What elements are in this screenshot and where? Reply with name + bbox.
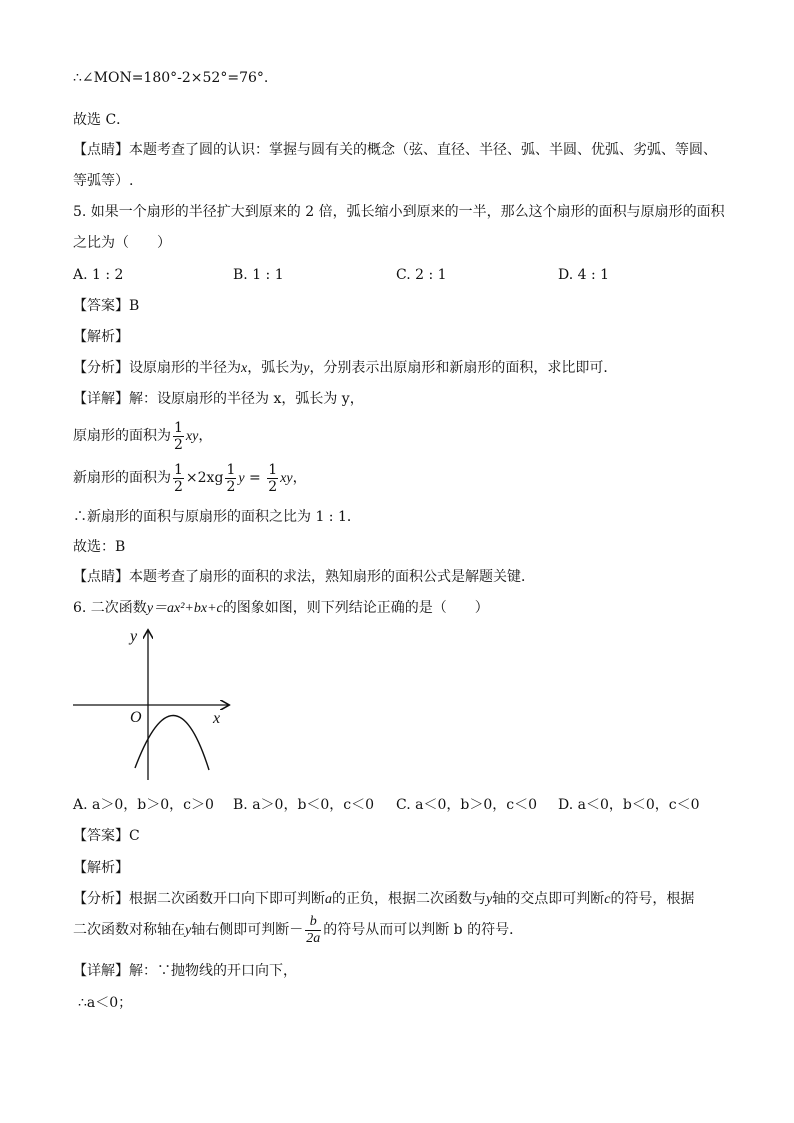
q5-remark: 【点睛】本题考查了扇形的面积的求法，熟知扇形的面积公式是解题关键． [73,569,535,585]
q5-option-b: B. 1 : 1 [233,267,284,283]
var-y: y [303,361,310,376]
q5-ratio: ∴新扇形的面积与原扇形的面积之比为 1 : 1． [73,509,361,525]
parabola-graph [70,625,240,785]
q5-detail: 【详解】解：设原扇形的半径为 x，弧长为 y， [73,391,364,407]
q5-analysis-b: ，弧长为 [247,360,304,376]
q5-stem-1: 5. 如果一个扇形的半径扩大到原来的 2 倍，弧长缩小到原来的一半，那么这个扇形的面积与原扇形的面积 [73,204,725,220]
q5-option-d: D. 4 : 1 [558,267,610,283]
q6-answer: 【答案】C [73,828,140,844]
parabola-curve [135,715,209,770]
new-area-label: 新扇形的面积为 [73,470,171,486]
fraction-half: $\frac{1}{2}$ [174,461,183,495]
q6-stem: 6. 二次函数y＝ax²+bx+c的图象如图，则下列结论正确的是（ ） [73,600,489,616]
q5-analysis [73,359,617,378]
q6-jiexi: 【解析】 [73,860,129,876]
var-x: x [241,361,248,376]
remark-line-2: 等弧等）. [73,173,134,189]
q5-analysis-a: 【分析】设原扇形的半径为 [73,360,241,376]
q5-option-c: C. 2 : 1 [396,267,447,283]
quadratic-equation: y＝ax²+bx+c [146,601,223,616]
q5-analysis-c: ，分别表示出原扇形和新扇形的面积，求比即可． [309,360,618,376]
conclusion-angle: ∴∠MON=180°-2×52°=76°. [73,70,269,86]
fraction-b-over-2a: $\frac{b}{2a}$ [306,913,321,946]
fraction-half: $\frac{1}{2}$ [268,461,278,495]
q5-stem-2: 之比为（ ） [73,235,171,251]
q6-option-a: A. a＞0，b＞0，c＞0 [73,797,214,813]
q6-analysis-1: 【分析】根据二次函数开口向下即可判断a的正负，根据二次函数与y轴的交点即可判断c的符号，根据 [73,891,695,907]
q5-choose: 故选：B [73,539,126,555]
q6-detail: 【详解】解：∵抛物线的开口向下， [73,963,297,979]
y-axis-label: y [130,628,138,645]
q5-jiexi: 【解析】 [73,329,129,345]
remark-line-1: 【点睛】本题考查了圆的认识：掌握与圆有关的概念（弦、直径、半径、弧、半圆、优弧、劣弧、等圆、 [73,142,717,158]
q6-option-b: B. a＞0，b＜0，c＜0 [233,797,375,813]
fraction-half: $\frac{1}{2}$ [174,419,183,453]
q5-orig-area: 原扇形的面积为 $\frac{1}{2}$ xy， [73,419,213,453]
q5-option-a: A. 1 : 2 [73,267,124,283]
q5-answer: 【答案】B [73,298,140,314]
orig-area-label: 原扇形的面积为 [73,428,171,444]
q6-option-d: D. a＜0，b＜0，c＜0 [558,797,700,813]
q6-analysis-2: 二次函数对称轴在y轴右侧即可判断－ $\frac{b}{2a}$ 的符号从而可以判断 b 的符号． [73,913,524,946]
x-axis-label: x [213,710,221,727]
q6-conclusion: ∴a＜0； [78,995,133,1011]
q6-option-c: C. a＜0，b＞0，c＜0 [396,797,537,813]
fraction-half: $\frac{1}{2}$ [226,461,236,495]
choice-line: 故选 C． [73,112,131,128]
q5-new-area: 新扇形的面积为 $\frac{1}{2}$ ×2xg $\frac{1}{2}$ y = $\frac{1}{2}$ xy， [73,461,307,495]
origin-label: O [130,709,142,726]
